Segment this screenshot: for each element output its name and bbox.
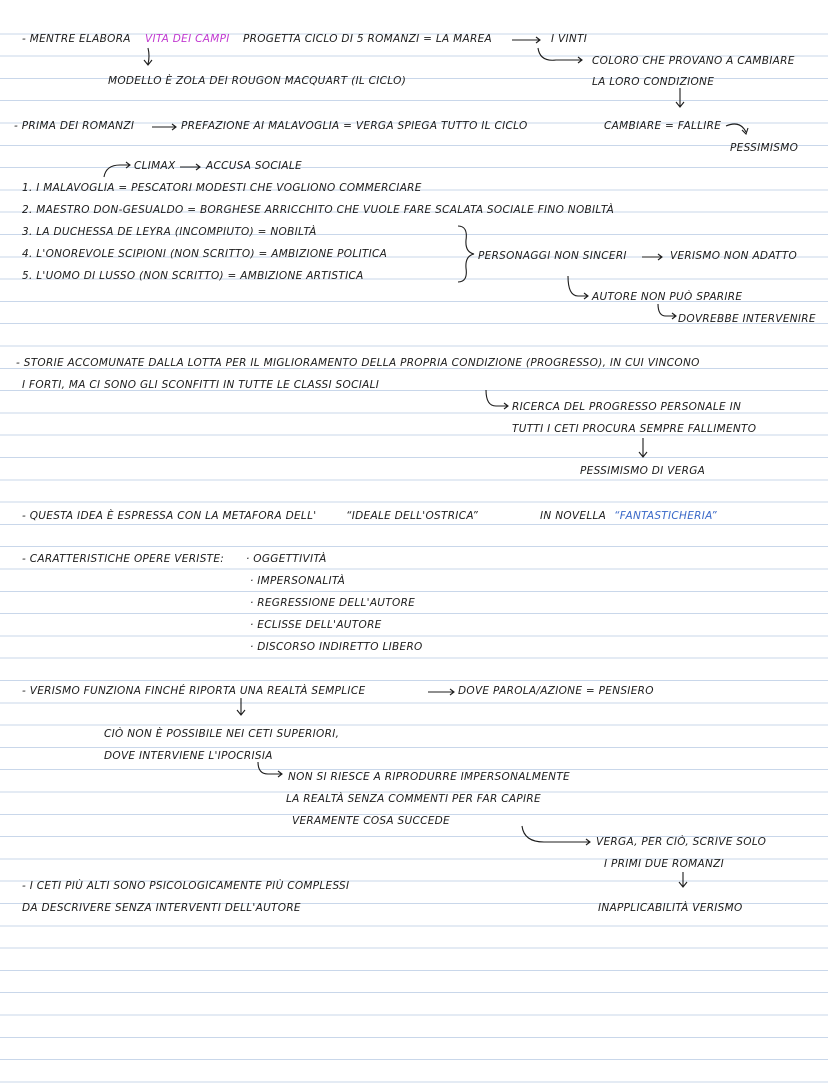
list-item: · REGRESSIONE DELL'AUTORE [250,597,416,609]
arrow-down-icon [673,88,687,110]
note-loro-condizione: LA LORO CONDIZIONE [592,76,715,88]
note-cambiare-fallire: CAMBIARE = FALLIRE [604,120,722,132]
arrow-down-icon [636,438,650,460]
list-item: · IMPERSONALITÀ [250,575,346,587]
note-pessimismo: PESSIMISMO [730,142,799,154]
right-brace-icon [456,224,478,286]
note-ipocrisia: DOVE INTERVIENE L'IPOCRISIA [104,750,273,762]
note-verga-scrive: VERGA, PER CIÒ, SCRIVE SOLO [596,836,767,848]
note-line-1-end: I VINTI [551,33,588,45]
note-ostrica-1: - QUESTA IDEA È ESPRESSA CON LA METAFORA DELL' [22,510,317,522]
note-inapplicabilita: INAPPLICABILITÀ VERISMO [598,902,743,914]
curved-arrow-icon [726,120,752,140]
arrow-down-icon [234,698,248,718]
arrow-right-icon [152,121,182,133]
note-line-1-mid: PROGETTA CICLO DI 5 ROMANZI = LA MAREA [243,33,493,45]
arrow-right-icon [512,34,552,46]
hook-arrow-icon [256,762,286,780]
hook-arrow-icon [656,304,680,322]
note-riprodurre-1: NON SI RIESCE A RIPRODURRE IMPERSONALMENTE [288,771,570,783]
arrow-down-icon [140,48,156,68]
note-parola-azione: DOVE PAROLA/AZIONE = PENSIERO [458,685,654,697]
list-item: 4. L'ONOREVOLE SCIPIONI (NON SCRITTO) = AMBIZIONE POLITICA [22,248,388,260]
note-highlight-fantasticheria: “FANTASTICHERIA” [614,510,717,522]
note-personaggi-non-sinceri: PERSONAGGI NON SINCERI [478,250,627,262]
note-highlight-vita-dei-campi: VITA DEI CAMPI [145,33,230,45]
note-line-1-start: - MENTRE ELABORA [22,33,131,45]
arrow-right-icon [428,686,460,698]
hook-arrow-icon [566,276,592,304]
list-item: · ECLISSE DELL'AUTORE [250,619,382,631]
note-ceti-superiori: CIÒ NON È POSSIBILE NEI CETI SUPERIORI, [104,728,340,740]
arrow-right-icon [180,161,206,173]
note-climax: CLIMAX [134,160,176,172]
note-riprodurre-2: LA REALTÀ SENZA COMMENTI PER FAR CAPIRE [286,793,541,805]
list-item: 1. I MALAVOGLIA = PESCATORI MODESTI CHE VOGLIONO COMMERCIARE [22,182,422,194]
note-ostrica-3: IN NOVELLA [540,510,607,522]
note-modello-zola: MODELLO È ZOLA DEI ROUGON MACQUART (IL CICLO) [108,75,407,87]
note-riprodurre-3: VERAMENTE COSA SUCCEDE [292,815,450,827]
note-accusa-sociale: ACCUSA SOCIALE [206,160,302,172]
list-item: · OGGETTIVITÀ [246,553,327,565]
hook-arrow-icon [484,390,512,414]
note-storie-1: - STORIE ACCOMUNATE DALLA LOTTA PER IL MIGLIORAMENTO DELLA PROPRIA CONDIZIONE (PROGRESSO), IN CUI VINCONO [16,357,700,369]
note-autore-non-sparire: AUTORE NON PUÒ SPARIRE [592,291,743,303]
note-storie-2: I FORTI, MA CI SONO GLI SCONFITTI IN TUTTE LE CLASSI SOCIALI [22,379,380,391]
note-ceti-alti-1: - I CETI PIÙ ALTI SONO PSICOLOGICAMENTE PIÙ COMPLESSI [22,880,350,892]
note-caratteristiche: - CARATTERISTICHE OPERE VERISTE: [22,553,225,565]
note-verismo-funziona: - VERISMO FUNZIONA FINCHÉ RIPORTA UNA REALTÀ SEMPLICE [22,685,366,697]
note-ricerca-2: TUTTI I CETI PROCURA SEMPRE FALLIMENTO [512,423,757,435]
note-prefazione: PREFAZIONE AI MALAVOGLIA = VERGA SPIEGA TUTTO IL CICLO [181,120,528,132]
arrow-right-icon [642,251,668,263]
note-dovrebbe-intervenire: DOVREBBE INTERVENIRE [678,313,816,325]
hook-arrow-icon [520,826,596,850]
list-item: 5. L'UOMO DI LUSSO (NON SCRITTO) = AMBIZIONE ARTISTICA [22,270,364,282]
note-ceti-alti-2: DA DESCRIVERE SENZA INTERVENTI DELL'AUTORE [22,902,301,914]
note-ricerca-1: RICERCA DEL PROGRESSO PERSONALE IN [512,401,742,413]
note-primi-due: I PRIMI DUE ROMANZI [604,858,725,870]
note-prima-romanzi: - PRIMA DEI ROMANZI [14,120,135,132]
note-verismo-non-adatto: VERISMO NON ADATTO [670,250,798,262]
list-item: · DISCORSO INDIRETTO LIBERO [250,641,423,653]
list-item: 3. LA DUCHESSA DE LEYRA (INCOMPIUTO) = NOBILTÀ [22,226,317,238]
arrow-down-icon [676,872,690,890]
note-pessimismo-verga: PESSIMISMO DI VERGA [580,465,706,477]
note-ostrica-2: “IDEALE DELL'OSTRICA” [346,510,479,522]
note-coloro: COLORO CHE PROVANO A CAMBIARE [592,55,795,67]
hook-arrow-icon [538,46,588,66]
hook-arrow-icon [102,161,134,181]
list-item: 2. MAESTRO DON-GESUALDO = BORGHESE ARRICCHITO CHE VUOLE FARE SCALATA SOCIALE FINO NOBILTÀ [22,204,615,216]
